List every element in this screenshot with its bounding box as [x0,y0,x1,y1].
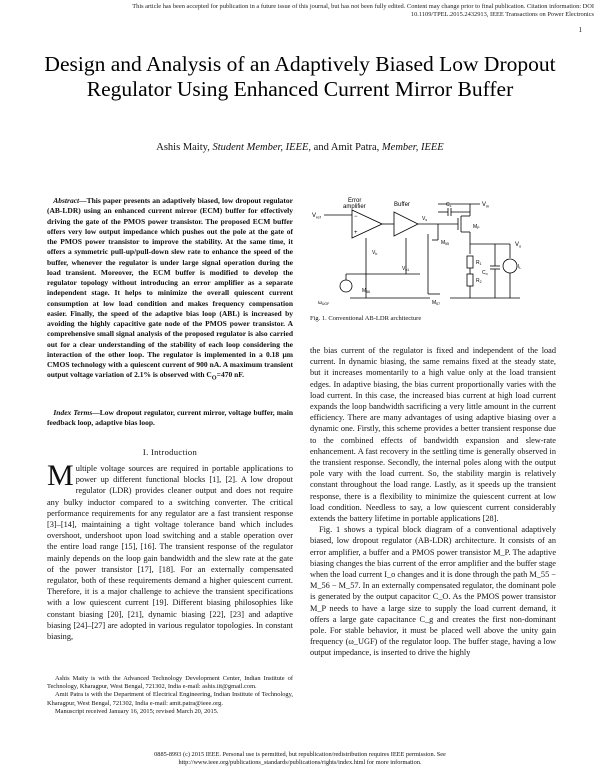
error-amp-label-1: Error [348,198,362,204]
footnote-author-1: Ashis Maity is with the Advanced Technology Development Center, Indian Institute of Technology, Kharagpur, West Bengal, 721302, India e-mail: ashis.iit@gmail.com. [47,675,293,691]
r2-label: $R_2$ [476,278,482,285]
vout-label: $V_o$ [515,242,522,249]
co-label: $C_o$ [482,270,488,277]
intro-text: ultiple voltage sources are required in portable applications to power up different functional blocks [1], [2]. A low dropout regulator (LDR) provides cleaner output and does not require any bulky inductor compared to a switching converter. The critical performance requirements for any regulator are a fast transient response [3]–[14], maintaining a tight voltage tolerance band which includes overshoot, undershoot upon load switching and a stable operation over the entire load range [15], [16]. The transient response of the regulator mainly depends on the loop gain bandwidth and the slew rate at the gate of the power transistor [17], [18]. For an externally compensated regulator, both of these requirements demand a higher quiescent current. Therefore, it is a major challenge to achieve the transient specifications with a low quiescent current [19]. Different biasing philosophies like constant biasing [20], [21], dynamic biasing [22], [23] and adaptive biasing [24]–[27] are adopted in various regulator topologies. In constant biasing, [47,464,293,642]
figure-caption: Fig. 1. Conventional AB-LDR architecture [310,315,422,322]
abstract-text: —This paper presents an adaptively biased, low dropout regulator (AB-LDR) using an enhanced current mirror (ECM) buffer for effectively driving the gate of the PMOS power transistor. The proposed ECM buffer offers very low output impedance which pushes out the pole at the gate of the PMOS power transistor to improve the stability. At the same time, it offers a symmetric pull-up/pull-down slew rate to enhance the speed of the buffer, whenever the regulator is under large signal operation during the load transient. Moreover, the ECM buffer is modified to develop the regulator topology without introducing an error amplifier as a separate independent stage. It helps to minimize the overall quiescent current consumption at low load condition and makes frequency compensation easier. Finally, the speed of the adaptive bias loop (ABL) is increased by avoiding the highly capacitive gate node of the PMOS power transistor. A comprehensive small signal analysis of the proposed regulator is also carried out for a clear understanding of the stability of each loop considering the interaction of the other loop. The regulator is implemented in a 0.18 μm CMOS technology with a quiescent current of 900 nA. A maximum transient output voltage variation of 2.1% is observed with C [47,196,293,380]
right-paragraph-1: the bias current of the regulator is fixed and independent of the load current. In dynamic biasing, the same remains fixed at the steady state, but it increases momentarily to a high value only at the load transient edges. In adaptive biasing, the bias current proportionally varies with the load current. In this case, the increased bias current at high load current expands the loop bandwidth sacrificing a very little amount in the current efficiency. There are many advantages of using adaptive biasing over a dynamic one. Firstly, this scheme provides a better transient response due to the combined effects of bandwidth expansion and slew-rate enhancement. A fast recovery in the settling time is generally observed in the transient response. Secondly, the internal poles along with the output pole vary with the load current. So, the stability margin is relatively constant throughout the load range. Lastly, as it speeds up the transient response, there is a flexibility to minimize the quiescent current at low load condition. Needless to say, a low quiescent current considerably extends the battery lifetime in portable applications [28]. [310,346,556,524]
footer-line-1: 0885-8993 (c) 2015 IEEE. Personal use is permitted, but republication/redistribution requires IEEE permission. See [154,751,446,758]
author-line [40,142,560,153]
abstract-end: =470 nF. [216,370,245,380]
vref-label: $V_{ref}$ [312,213,321,220]
plus-sign: + [354,230,358,236]
minus-sign: − [354,214,358,220]
page-number: 1 [578,26,582,34]
m55-label: $M_{55}$ [441,240,450,247]
abstract [47,196,293,384]
vs-label: $V_s$ [422,216,428,223]
wugf-label: $\omega_{UGF}$ [318,300,330,307]
right-paragraph-2: Fig. 1 shows a typical block diagram of a conventional adaptively biased, low dropout regulator (AB-LDR) architecture. It consists of an error amplifier, a buffer and a PMOS power transistor M_P. The adaptive biasing changes the bias current of the error amplifier and the buffer stage when the load current I_o changes and it is done through the path M_55 − M_56 − M_57. In an externally compensated regulator, the dominant pole is generated by the output capacitor C_O. As the PMOS power transistor M_P needs to have a large size to supply the load current demand, it offers a large gate capacitance C_g and creates the first non-dominant pole. For stable behavior, it must be placed well above the unity gain frequency (ω_UGF) of the regulator loop. The buffer stage, having a low output impedance, is inserted to drive the highly [310,525,556,658]
cc-label: $C_c$ [446,202,452,209]
vb1-label: $V_{b1}$ [402,266,410,273]
abstract-label: Abstract [53,196,80,205]
error-amp-label-2: amplifier [343,204,366,210]
author-1: Ashis Maity, [156,142,210,153]
author-2: and Amit Patra, [313,142,380,153]
il-label: $I_L$ [518,264,522,271]
header-line-2: 10.1109/TPEL.2015.2432913, IEEE Transactions on Power Electronics [410,11,594,18]
footer-line-2[interactable]: http://www.ieee.org/publications_standards/publications/rights/index.html for more information. [178,759,422,766]
r1-label: $R_1$ [476,260,482,267]
journal-header [6,3,594,19]
author-1-role: Student Member, IEEE, [212,142,312,153]
header-line-1: This article has been accepted for publication in a future issue of this journal, but has not been fully edited. Content may change prior to final publication. Citation information: DOI [132,3,594,10]
abstract-sub: O [211,374,217,382]
m56-label: $M_{56}$ [362,288,371,295]
figure-1 [310,194,556,316]
footnote-manuscript: Manuscript received January 16, 2015; revised March 20, 2015. [55,707,219,715]
footnote-author-2: Amit Patra is with the Department of Electrical Engineering, Indian Institute of Technology, Kharagpur, West Bengal, 721302, India e-mail: amit.patra@ieee.org. [47,691,293,707]
index-terms-label: Index Terms [53,408,93,417]
footnotes [47,675,293,716]
section-heading: I. Introduction [142,447,198,457]
right-column-text [310,345,556,659]
vin-label: $V_{in}$ [482,202,490,209]
buffer-label: Buffer [394,202,410,208]
author-2-role: Member, IEEE [381,142,444,153]
paper-title: Design and Analysis of an Adaptively Biased Low Dropout Regulator Using Enhanced Current Mirror Buffer [44,52,556,101]
buffer-symbol [394,212,418,236]
vb-label: $V_b$ [372,250,378,257]
mp-label: $M_P$ [473,224,480,231]
intro-paragraph [47,459,293,642]
copyright-footer [20,751,580,767]
dropcap: M [47,459,74,492]
circuit-diagram [310,194,556,316]
m57-label: $M_{57}$ [432,300,441,307]
index-terms [47,408,293,429]
index-terms-text: —Low dropout regulator, current mirror, voltage buffer, main feedback loop, adaptive bias loop. [47,408,294,428]
